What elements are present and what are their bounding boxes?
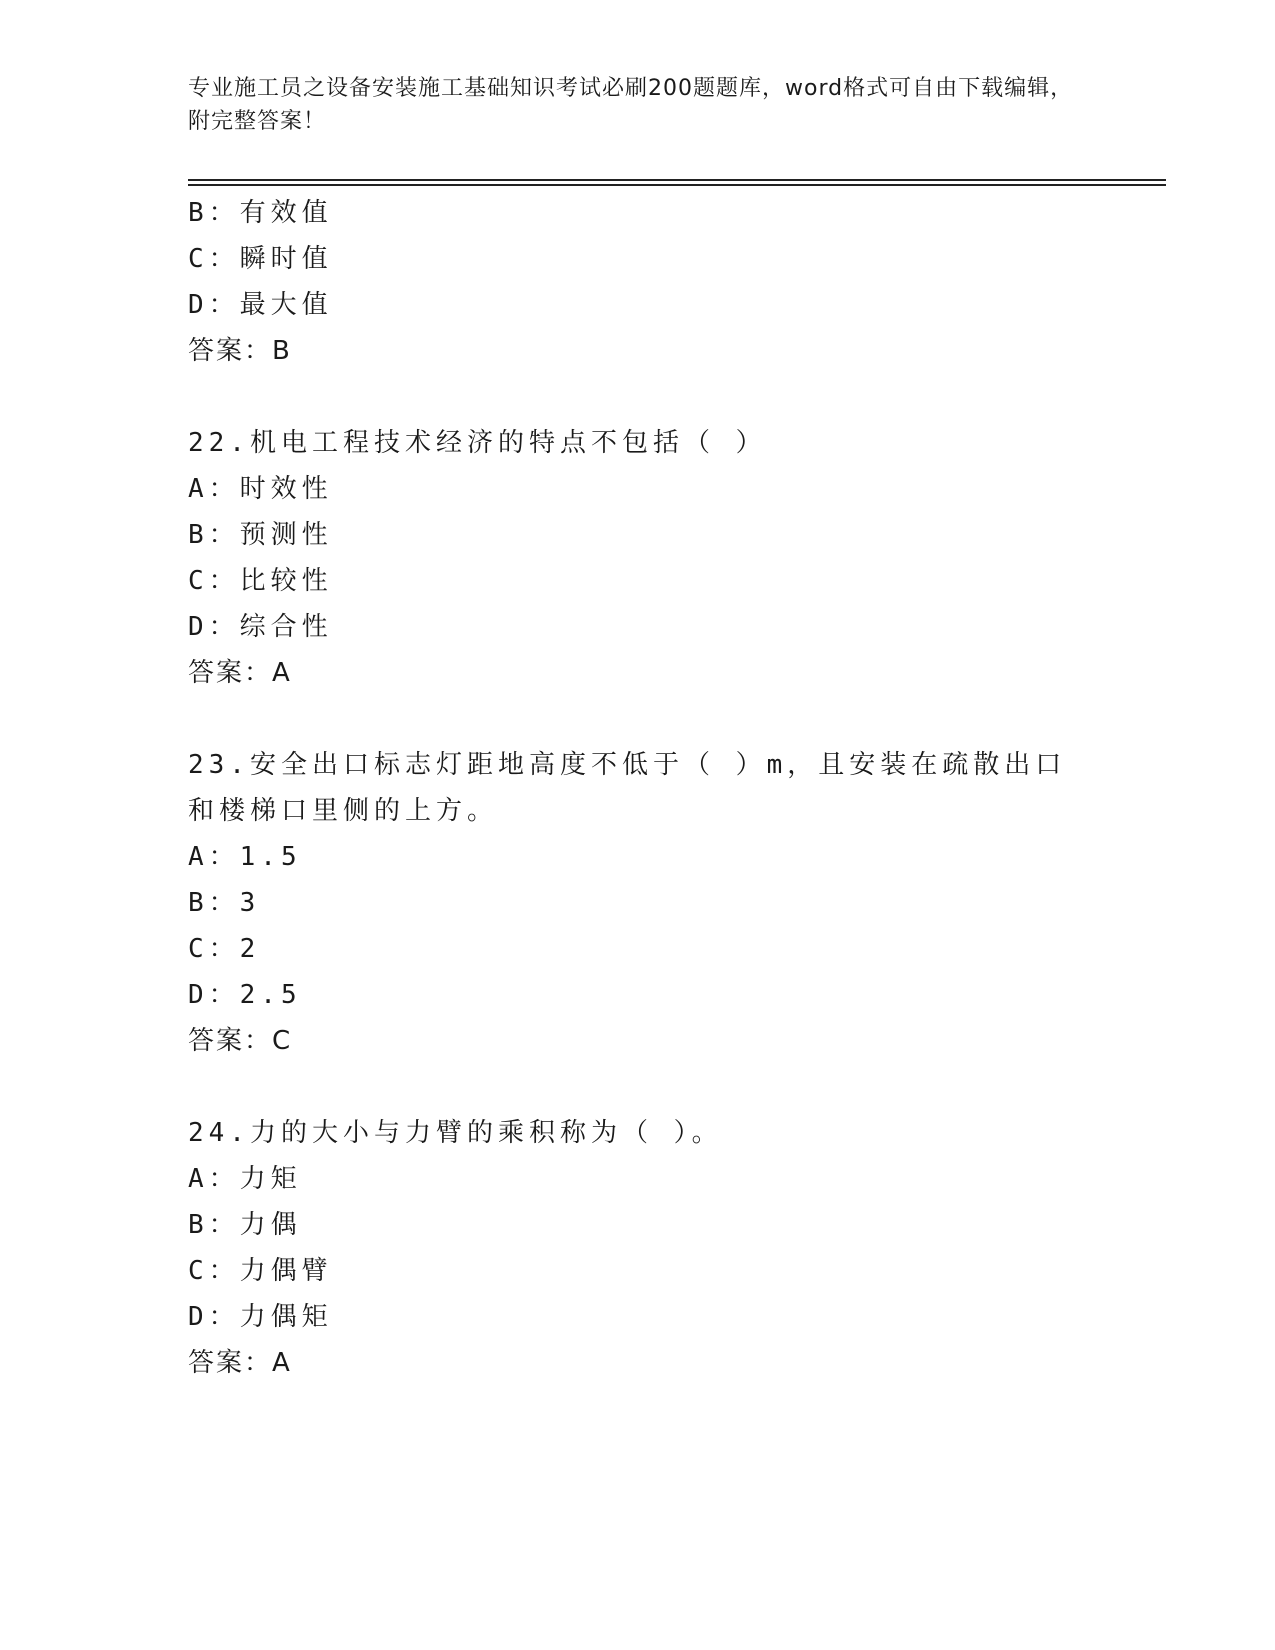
option-c: C：2 [188,934,261,964]
header-divider-bottom [188,184,1166,186]
option-b: B：有效值 [188,198,333,228]
question-block-23 [188,742,1088,1064]
question-spacer [188,696,1088,742]
option-a: A：力矩 [188,1164,302,1194]
answer-line: 答案：A [188,658,292,688]
option-a: A：1.5 [188,842,302,872]
option-c: C：比较性 [188,566,333,596]
option-b: B：3 [188,888,261,918]
option-c: C：瞬时值 [188,244,333,274]
document-header: 专业施工员之设备安装施工基础知识考试必刷200题题库，word格式可自由下载编辑，附完整答案！ [188,76,1074,134]
question-spacer [188,1064,1088,1110]
question-spacer [188,374,1088,420]
question-block-22 [188,420,1088,696]
option-a: A：时效性 [188,474,333,504]
option-d: D：最大值 [188,290,333,320]
option-b: B：预测性 [188,520,333,550]
option-d: D：力偶矩 [188,1302,333,1332]
option-d: D：2.5 [188,980,302,1010]
option-d: D：综合性 [188,612,333,642]
answer-line: 答案：A [188,1348,292,1378]
question-block-partial [188,190,1088,374]
answer-line: 答案：C [188,1026,293,1056]
question-text: 22.机电工程技术经济的特点不包括（ ） [188,428,767,458]
question-text: 24.力的大小与力臂的乘积称为（ ）。 [188,1118,723,1148]
header-divider-top [188,179,1166,181]
question-block-24 [188,1110,1088,1386]
option-b: B：力偶 [188,1210,302,1240]
question-list [188,190,1088,1386]
option-c: C：力偶臂 [188,1256,333,1286]
answer-line: 答案：B [188,336,292,366]
question-text: 23.安全出口标志灯距地高度不低于（ ）m，且安装在疏散出口和楼梯口里侧的上方。 [188,750,1067,826]
